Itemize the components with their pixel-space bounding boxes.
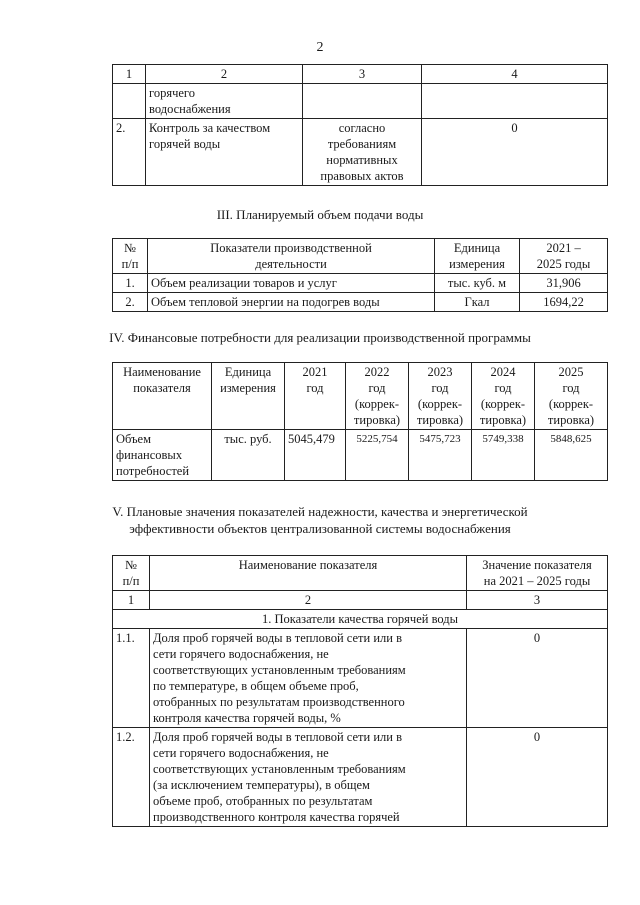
row-indicator: Объем реализации товаров и услуг xyxy=(148,274,435,293)
row-value: 0 xyxy=(467,728,608,827)
row-number: 2. xyxy=(113,293,148,312)
row-indicator: Объем тепловой энергии на подогрев воды xyxy=(148,293,435,312)
row-unit: Гкал xyxy=(435,293,520,312)
row-number: 1.1. xyxy=(113,629,150,728)
value-2025: 5848,625 xyxy=(535,430,608,481)
table-continuation xyxy=(112,64,608,186)
group-title: 1. Показатели качества горячей воды xyxy=(113,610,608,629)
section-3-title: III. Планируемый объем подачи воды xyxy=(216,207,424,222)
table-row xyxy=(113,293,608,312)
row-value: 31,906 xyxy=(520,274,608,293)
row-value: 0 xyxy=(422,119,608,186)
table-row xyxy=(113,728,608,827)
row-value: 0 xyxy=(467,629,608,728)
page-number: 2 xyxy=(316,40,324,55)
row-basis: согласно требованиям нормативных правовых актов xyxy=(303,119,422,186)
row-name: горячего водоснабжения xyxy=(146,84,303,119)
header-unit: Единица измерения xyxy=(435,239,520,274)
table-colnum-row xyxy=(113,591,608,610)
colnum-1: 1 xyxy=(113,591,150,610)
table-quality-indicators xyxy=(112,555,608,827)
table-row xyxy=(113,274,608,293)
table-header-row xyxy=(113,363,608,430)
value-2023: 5475,723 xyxy=(409,430,472,481)
row-name: Объем финансовых потребностей xyxy=(113,430,212,481)
row-value: 1694,22 xyxy=(520,293,608,312)
value-2021: 5045,479 xyxy=(285,430,346,481)
section-5-title-line-1: V. Плановые значения показателей надежности, качества и энергетической xyxy=(112,504,528,519)
value-2024: 5749,338 xyxy=(472,430,535,481)
header-2025: 2025 год (коррек- тировка) xyxy=(535,363,608,430)
row-basis xyxy=(303,84,422,119)
row-text: Доля проб горячей воды в тепловой сети или в сети горячего водоснабжения, не соответствующих установленным требованиям по температуре, в общем объеме проб, отобранных по результатам производственного контроля качества горячей воды, % xyxy=(150,629,467,728)
group-row xyxy=(113,610,608,629)
header-value: Значение показателя на 2021 – 2025 годы xyxy=(467,556,608,591)
row-unit: тыс. куб. м xyxy=(435,274,520,293)
table-financial-needs xyxy=(112,362,608,481)
header-unit: Единица измерения xyxy=(212,363,285,430)
section-5-title-line-2: эффективности объектов централизованной системы водоснабжения xyxy=(129,521,511,536)
table-row xyxy=(113,430,608,481)
table-header-row xyxy=(113,556,608,591)
row-name: Контроль за качеством горячей воды xyxy=(146,119,303,186)
table-header-row xyxy=(113,239,608,274)
table-row xyxy=(113,84,608,119)
colnum-2: 2 xyxy=(146,65,303,84)
table-water-supply-volume xyxy=(112,238,608,312)
row-unit: тыс. руб. xyxy=(212,430,285,481)
colnum-4: 4 xyxy=(422,65,608,84)
section-4-title: IV. Финансовые потребности для реализации производственной программы xyxy=(109,330,531,345)
table-row xyxy=(113,629,608,728)
header-num: № п/п xyxy=(113,556,150,591)
colnum-1: 1 xyxy=(113,65,146,84)
colnum-2: 2 xyxy=(150,591,467,610)
header-name: Наименование показателя xyxy=(150,556,467,591)
table-header-row xyxy=(113,65,608,84)
header-num: № п/п xyxy=(113,239,148,274)
value-2022: 5225,754 xyxy=(346,430,409,481)
colnum-3: 3 xyxy=(303,65,422,84)
row-value xyxy=(422,84,608,119)
header-2021: 2021 год xyxy=(285,363,346,430)
header-2024: 2024 год (коррек- тировка) xyxy=(472,363,535,430)
row-text: Доля проб горячей воды в тепловой сети или в сети горячего водоснабжения, не соответствующих установленным требованиям (за исключением температуры), в общем объеме проб, отобранных по результатам производственного контроля качества горячей xyxy=(150,728,467,827)
colnum-3: 3 xyxy=(467,591,608,610)
table-row xyxy=(113,119,608,186)
header-2023: 2023 год (коррек- тировка) xyxy=(409,363,472,430)
header-indicator: Показатели производственной деятельности xyxy=(148,239,435,274)
row-number: 1. xyxy=(113,274,148,293)
row-number: 2. xyxy=(113,119,146,186)
header-period: 2021 – 2025 годы xyxy=(520,239,608,274)
header-name: Наименование показателя xyxy=(113,363,212,430)
header-2022: 2022 год (коррек- тировка) xyxy=(346,363,409,430)
row-number: 1.2. xyxy=(113,728,150,827)
row-number xyxy=(113,84,146,119)
